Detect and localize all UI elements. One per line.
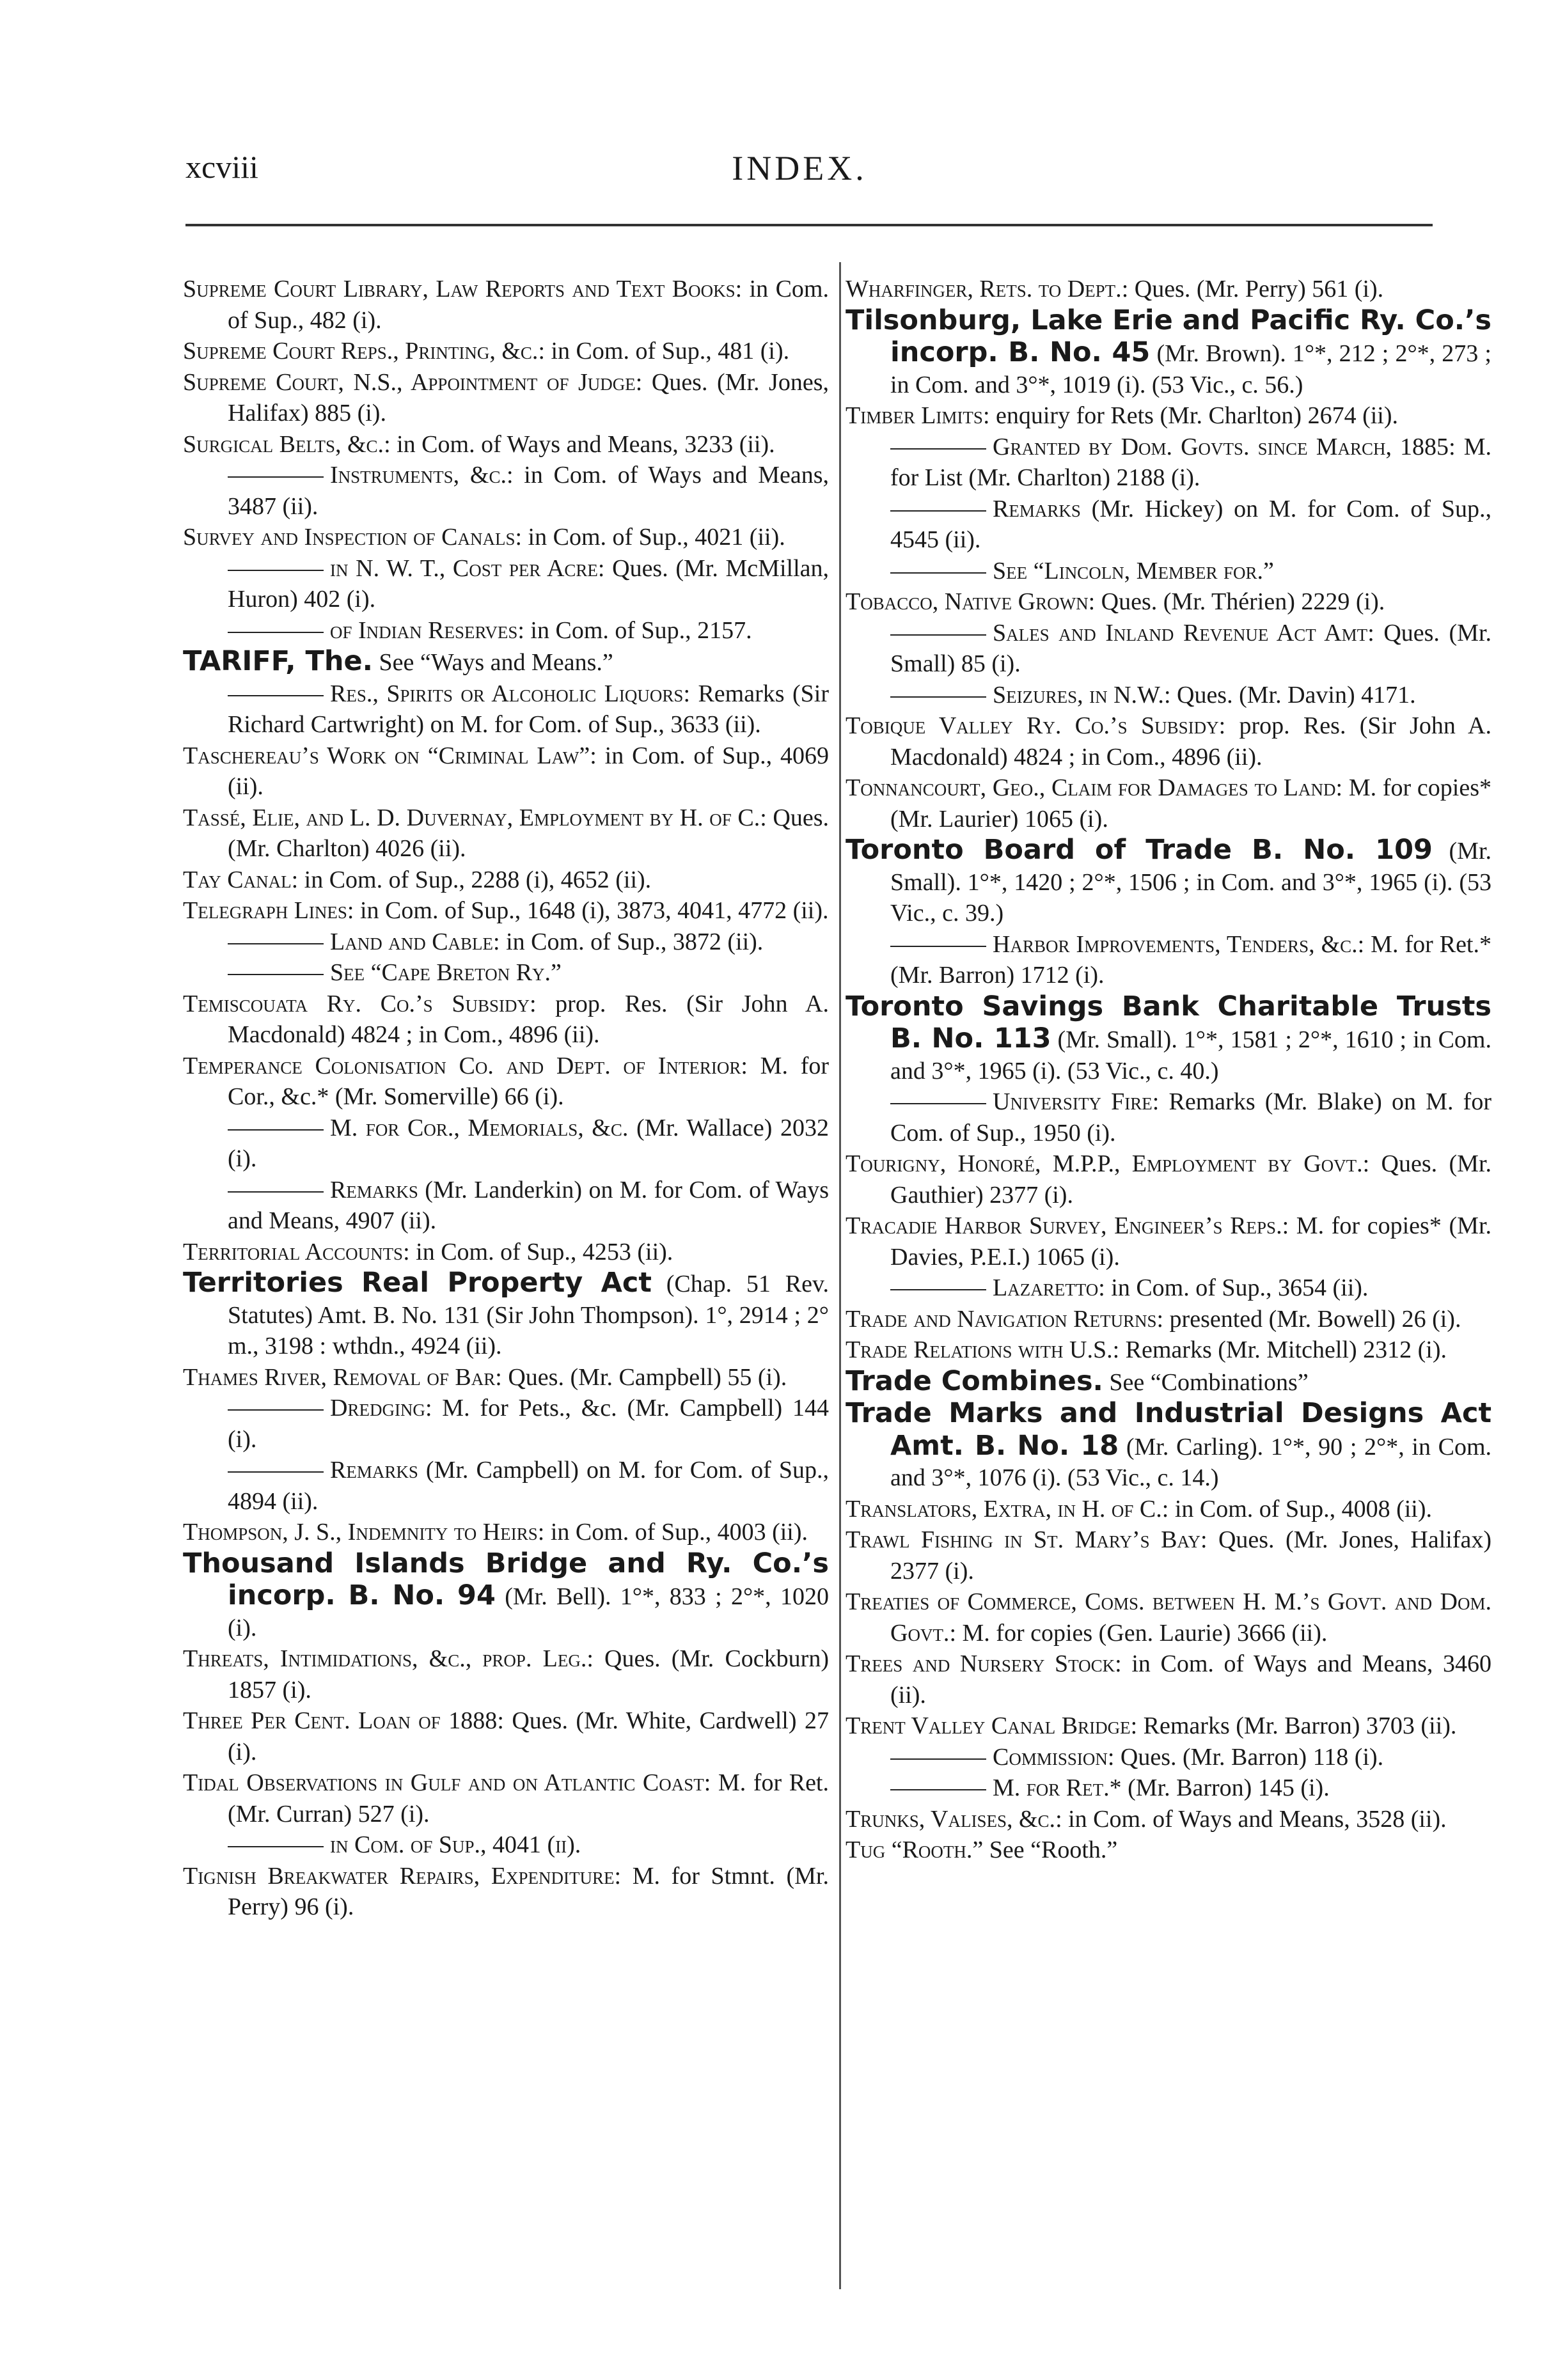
entry-references: : prop. Res. (Sir John A. Macdonald) 4824 ; in Com., 4896 (ii). (890, 712, 1491, 771)
entry-heading: Taschereau’s Work on “Criminal Law” (183, 742, 590, 769)
entry-heading: Territories Real Property Act (183, 1267, 652, 1299)
entry-heading: Tassé, Elie, and L. D. Duvernay, Employment by H. of C. (183, 804, 760, 831)
entry-references: (Mr. Small). 1°*, 1420 ; 2°*, 1506 ; in Com. and 3°*, 1965 (i). (53 Vic., c. 39.) (890, 838, 1492, 927)
index-entry (183, 957, 829, 989)
entry-references: : in Com. of Ways and Means, 3487 (ii). (228, 462, 830, 520)
entry-references: (Mr. Barron) 145 (i). (1121, 1774, 1330, 1801)
entry-heading: Remarks (330, 1457, 418, 1484)
entry-references: : Ques. (Mr. Perry) 561 (i). (1121, 276, 1384, 302)
entry-references: : in Com. of Ways and Means, 3460 (ii). (890, 1650, 1492, 1709)
index-entry (183, 1455, 829, 1517)
entry-heading: Translators, Extra, in H. of C. (846, 1495, 1162, 1523)
entry-references: : Ques. (Mr. Jones, Halifax) 2377 (i). (890, 1526, 1491, 1585)
index-entry (183, 1517, 829, 1548)
index-entry (183, 1175, 829, 1237)
entry-references: (Mr. Landerkin) on M. for Com. of Ways and Means, 4907 (ii). (228, 1176, 829, 1234)
index-entry (846, 274, 1491, 305)
entry-heading: Tilsonburg, Lake Erie and Pacific Ry. Co.’s incorp. B. No. 45 (846, 304, 1491, 368)
repeat-dash (890, 696, 986, 698)
index-entry (846, 680, 1491, 711)
entry-heading: Trunks, Valises, &c. (846, 1805, 1056, 1833)
index-entry (183, 553, 829, 615)
right-column (846, 274, 1491, 1866)
index-entry (183, 1267, 829, 1362)
entry-heading: Trawl Fishing in St. Mary’s Bay (846, 1526, 1200, 1553)
entry-heading: Tobique Valley Ry. Co.’s Subsidy (846, 712, 1219, 739)
index-entry (183, 336, 829, 367)
entry-references: : Ques. (Mr. Cockburn) 1857 (i). (228, 1645, 829, 1703)
entry-heading: Treaties of Commerce, Coms. between H. M.’s Govt. and Dom. Govt. (846, 1588, 1491, 1647)
index-entry (846, 1835, 1491, 1866)
page-number: xcviii (185, 149, 258, 185)
index-entry (183, 1113, 829, 1175)
entry-heading: Three Per Cent. Loan of 1888 (183, 1707, 498, 1734)
index-entry (183, 989, 829, 1051)
entry-references: : in Com. of Ways and Means, 3528 (ii). (1055, 1805, 1447, 1833)
repeat-dash (890, 1789, 986, 1790)
entry-heading: Trade and Navigation Returns (846, 1305, 1157, 1333)
repeat-dash (228, 1129, 324, 1131)
entry-heading: Trade Relations with U.S. (846, 1336, 1113, 1363)
index-entry (846, 1648, 1491, 1711)
repeat-dash (890, 572, 986, 574)
index-entry (183, 1393, 829, 1455)
index-entry (846, 1398, 1491, 1494)
entry-references: : in Com. of Sup., 4069 (ii). (228, 742, 829, 800)
entry-heading: Temiscouata Ry. Co.’s Subsidy (183, 990, 530, 1017)
entry-references: : M. for copies* (Mr. Davies, P.E.I.) 1065 (i). (890, 1212, 1491, 1271)
repeat-dash (228, 1191, 324, 1193)
index-entry (183, 646, 829, 678)
index-entry (183, 1362, 829, 1393)
entry-references: : Remarks (Mr. Barron) 3703 (ii). (1130, 1712, 1457, 1739)
entry-references: (Mr. Campbell) on M. for Com. of Sup., 4894 (ii). (228, 1457, 829, 1515)
entry-heading: Tignish Breakwater Repairs, Expenditure (183, 1862, 615, 1890)
entry-references: See “Combinations” (1103, 1368, 1309, 1396)
index-entry (183, 678, 829, 740)
entry-heading: Thompson, J. S., Indemnity to Heirs (183, 1519, 538, 1546)
index-entry (846, 772, 1491, 834)
header-rule (185, 224, 1433, 226)
entry-heading: Remarks (993, 495, 1081, 522)
repeat-dash (228, 695, 324, 696)
entry-references: : M. for Stmnt. (Mr. Perry) 96 (i). (228, 1862, 829, 1920)
entry-references: : in Com. of Ways and Means, 3233 (ii). (384, 430, 775, 458)
index-entry (183, 1861, 829, 1923)
entry-heading: in Com. of Sup., 4041 (ii). (330, 1831, 581, 1858)
index-entry (183, 740, 829, 802)
entry-heading: Survey and Inspection of Canals (183, 524, 515, 551)
page-header (185, 148, 1413, 212)
index-entry (846, 1711, 1491, 1742)
index-entry (183, 895, 829, 927)
entry-references: (Mr. Bell). 1°*, 833 ; 2°*, 1020 (i). (228, 1583, 829, 1641)
index-entry (846, 1366, 1491, 1398)
entry-heading: Supreme Court Reps., Printing, &c. (183, 338, 539, 364)
entry-heading: Tug “Rooth.” (846, 1836, 984, 1863)
repeat-dash (890, 1758, 986, 1760)
index-entry (846, 929, 1491, 991)
entry-references: : Remarks (Sir Richard Cartwright) on M. for Com. of Sup., 3633 (ii). (228, 680, 830, 738)
entry-heading: Tay Canal (183, 866, 292, 893)
entry-references: : in Com. of Sup., 4008 (ii). (1161, 1495, 1432, 1523)
index-entry (846, 618, 1491, 680)
entry-references: : in Com. of Sup., 482 (i). (228, 276, 829, 334)
index-entry (183, 1643, 829, 1705)
index-entry (846, 400, 1491, 432)
index-entry (846, 1524, 1491, 1586)
entry-references: : M. for List (Mr. Charlton) 2188 (i). (890, 433, 1491, 491)
repeat-dash (890, 946, 986, 947)
entry-heading: in N. W. T., Cost per Acre (330, 554, 598, 582)
entry-heading: Lazaretto (993, 1274, 1099, 1301)
entry-heading: Tonnancourt, Geo., Claim for Damages to Land (846, 774, 1336, 801)
index-entry (846, 494, 1491, 556)
entry-heading: Instruments, &c. (330, 462, 507, 489)
entry-heading: Commission (993, 1743, 1108, 1771)
entry-heading: TARIFF, The. (183, 645, 373, 677)
index-entry (846, 1335, 1491, 1366)
entry-heading: Sales and Inland Revenue Act Amt (993, 619, 1368, 646)
repeat-dash (890, 510, 986, 512)
repeat-dash (228, 632, 324, 633)
entry-references: (Mr. Small). 1°*, 1581 ; 2°*, 1610 ; in Com. and 3°*, 1965 (i). (53 Vic., c. 40.) (890, 1026, 1491, 1084)
repeat-dash (228, 570, 324, 571)
entry-heading: Toronto Board of Trade B. No. 109 (846, 834, 1433, 866)
index-entry (183, 367, 829, 429)
entry-heading: Tracadie Harbor Survey, Engineer’s Reps. (846, 1212, 1282, 1239)
index-entry (846, 586, 1491, 618)
entry-references: : Ques. (Mr. Gauthier) 2377 (i). (890, 1150, 1491, 1209)
entry-heading: Surgical Belts, &c. (183, 430, 384, 458)
entry-references: (Mr. Hickey) on M. for Com. of Sup., 4545 (ii). (890, 495, 1491, 553)
entry-heading: Trent Valley Canal Bridge (846, 1712, 1131, 1739)
index-entry (183, 1767, 829, 1829)
entry-references: : in Com. of Sup., 2288 (i), 4652 (ii). (291, 866, 652, 893)
entry-references: : Ques. (Mr. Jones, Halifax) 885 (i). (228, 368, 829, 427)
index-entry (846, 1272, 1491, 1304)
entry-heading: of Indian Reserves (330, 616, 518, 644)
entry-references: (Mr. Brown). 1°*, 212 ; 2°*, 273 ; in Com. and 3°*, 1019 (i). (53 Vic., c. 56.) (890, 340, 1491, 398)
entry-heading: Territorial Accounts (183, 1238, 404, 1265)
repeat-dash (228, 1409, 324, 1411)
index-entry (183, 927, 829, 958)
entry-heading: Granted by Dom. Govts. since March, 1885 (993, 433, 1449, 460)
page-title: INDEX. (732, 149, 867, 187)
entry-references: (Mr. Wallace) 2032 (i). (228, 1114, 830, 1172)
entry-references: : in Com. of Sup., 3872 (ii). (493, 928, 764, 955)
index-entry (846, 432, 1491, 494)
entry-references: : Ques. (Mr. White, Cardwell) 27 (i). (228, 1707, 829, 1765)
entry-references: : enquiry for Rets (Mr. Charlton) 2674 (ii). (982, 402, 1398, 429)
entry-references: : in Com. of Sup., 4021 (ii). (515, 524, 785, 551)
repeat-dash (228, 1471, 324, 1473)
entry-references: : Ques. (Mr. Small) 85 (i). (890, 619, 1491, 677)
index-entry (183, 274, 829, 336)
index-entry (183, 429, 829, 460)
entry-heading: Trade Marks and Industrial Designs Act Amt. B. No. 18 (846, 1397, 1491, 1462)
entry-references: : M. for copies* (Mr. Laurier) 1065 (i). (890, 774, 1491, 833)
index-entry (846, 1086, 1491, 1148)
entry-heading: Remarks (330, 1176, 418, 1203)
entry-references: : in Com. of Sup., 4253 (ii). (403, 1238, 673, 1265)
repeat-dash (228, 1846, 324, 1847)
repeat-dash (890, 448, 986, 450)
entry-heading: Wharfinger, Rets. to Dept. (846, 276, 1122, 302)
index-entry (846, 991, 1491, 1087)
entry-heading: Dredging (330, 1395, 425, 1421)
column-divider (839, 262, 841, 2289)
entry-heading: Tobacco, Native Grown (846, 588, 1089, 615)
entry-references: See “Ways and Means.” (372, 649, 613, 676)
entry-heading: Seizures, in N.W. (993, 681, 1164, 709)
repeat-dash (228, 974, 324, 975)
repeat-dash (890, 1103, 986, 1104)
entry-references: : Remarks (Mr. Blake) on M. for Com. of Sup., 1950 (i). (890, 1088, 1491, 1147)
index-entry (183, 1237, 829, 1268)
index-entry (846, 1586, 1491, 1648)
index-entry (183, 1705, 829, 1767)
entry-heading: See “Lincoln, Member for.” (993, 557, 1274, 584)
index-entry (183, 460, 829, 522)
entry-references: (Mr. Carling). 1°*, 90 ; 2°*, in Com. and 3°*, 1076 (i). (53 Vic., c. 14.) (890, 1433, 1492, 1491)
entry-references: : presented (Mr. Bowell) 26 (i). (1156, 1305, 1461, 1333)
entry-heading: M. for Cor., Memorials, &c. (330, 1114, 629, 1141)
repeat-dash (228, 476, 324, 478)
entry-heading: Temperance Colonisation Co. and Dept. of Interior (183, 1052, 741, 1079)
entry-references: : Ques. (Mr. Thérien) 2229 (i). (1088, 588, 1385, 615)
entry-references: : in Com. of Sup., 1648 (i), 3873, 4041, 4772 (ii). (347, 897, 829, 924)
entry-heading: Tidal Observations in Gulf and on Atlantic Coast (183, 1769, 704, 1796)
entry-heading: See “Cape Breton Ry.” (330, 959, 562, 986)
index-entry (846, 1773, 1491, 1804)
entry-references: : Ques. (Mr. Charlton) 4026 (ii). (228, 804, 830, 862)
entry-references: : Ques. (Mr. Barron) 118 (i). (1107, 1743, 1384, 1771)
entry-heading: Harbor Improvements, Tenders, &c. (993, 930, 1358, 958)
repeat-dash (890, 1289, 986, 1290)
entry-references: : in Com. of Sup., 3654 (ii). (1098, 1274, 1369, 1301)
index-entry (846, 1210, 1491, 1272)
entry-references: : M. for Ret.* (Mr. Barron) 1712 (i). (890, 930, 1491, 989)
entry-heading: Thousand Islands Bridge and Ry. Co.’s incorp. B. No. 94 (183, 1547, 829, 1611)
entry-heading: Supreme Court Library, Law Reports and Text Books (183, 276, 736, 302)
entry-references: : M. for Cor., &c.* (Mr. Somerville) 66 (i). (228, 1052, 830, 1110)
index-entry (846, 556, 1491, 587)
entry-heading: Threats, Intimidations, &c., prop. Leg. (183, 1645, 587, 1672)
index-entry (846, 710, 1491, 772)
entry-heading: Toronto Savings Bank Charitable Trusts B. No. 113 (846, 990, 1491, 1054)
entry-heading: Timber Limits (846, 402, 983, 429)
entry-heading: Tourigny, Honoré, M.P.P., Employment by Govt. (846, 1150, 1363, 1177)
entry-heading: Thames River, Removal of Bar (183, 1363, 496, 1391)
repeat-dash (228, 943, 324, 944)
entry-references: : M. for copies (Gen. Laurie) 3666 (ii). (949, 1619, 1328, 1647)
entry-references: : M. for Pets., &c. (Mr. Campbell) 144 (i). (228, 1395, 829, 1453)
entry-references: : prop. Res. (Sir John A. Macdonald) 4824 ; in Com., 4896 (ii). (228, 990, 829, 1048)
entry-heading: Supreme Court, N.S., Appointment of Judge (183, 368, 636, 396)
index-entry (183, 865, 829, 896)
entry-references: : Remarks (Mr. Mitchell) 2312 (i). (1112, 1336, 1447, 1363)
index-entry (183, 1051, 829, 1113)
entry-references: : M. for Ret. (Mr. Curran) 527 (i). (228, 1769, 829, 1828)
entry-references: : in Com. of Sup., 4003 (ii). (537, 1519, 808, 1546)
entry-heading: University Fire (993, 1088, 1153, 1115)
index-entry (846, 305, 1491, 401)
entry-heading: Land and Cable (330, 928, 494, 955)
index-entry (846, 1742, 1491, 1773)
entry-references: See “Rooth.” (983, 1836, 1118, 1863)
entry-references: : in Com. of Sup., 481 (i). (538, 338, 790, 364)
left-column (183, 274, 829, 1923)
entry-heading: M. for Ret.* (993, 1774, 1122, 1801)
entry-heading: Trees and Nursery Stock (846, 1650, 1115, 1677)
index-entry (183, 802, 829, 865)
entry-heading: Res., Spirits or Alcoholic Liquors (330, 680, 684, 707)
index-entry (846, 1804, 1491, 1835)
index-entry (846, 834, 1491, 929)
entry-references: : Ques. (Mr. Campbell) 55 (i). (495, 1363, 787, 1391)
index-entry (846, 1494, 1491, 1525)
index-entry (183, 615, 829, 646)
entry-heading: Telegraph Lines (183, 897, 347, 924)
index-entry (846, 1304, 1491, 1335)
entry-references: : Ques. (Mr. McMillan, Huron) 402 (i). (228, 554, 829, 613)
index-entry (183, 1548, 829, 1644)
index-entry (183, 1829, 829, 1861)
entry-heading: Trade Combines. (846, 1365, 1103, 1397)
entry-references: : Ques. (Mr. Davin) 4171. (1163, 681, 1416, 709)
index-entry (183, 522, 829, 553)
entry-references: : in Com. of Sup., 2157. (517, 616, 752, 644)
repeat-dash (890, 634, 986, 636)
index-entry (846, 1148, 1491, 1210)
entry-references: (Chap. 51 Rev. Statutes) Amt. B. No. 131 (Sir John Thompson). 1°, 2914 ; 2° m., 3198 : wthdn., 4924 (ii). (228, 1271, 829, 1359)
